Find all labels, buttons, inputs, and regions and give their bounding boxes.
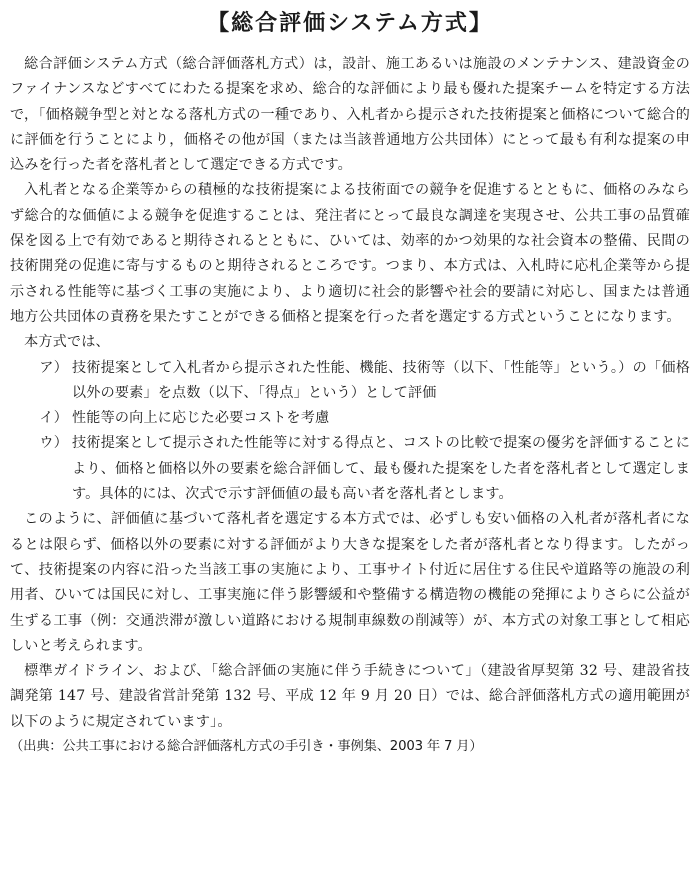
list-item-text: 技術提案として入札者から提示された性能、機能、技術等（以下、「性能等」という。）の「価格以外の要素」を点数（以下、「得点」という）として評価 xyxy=(72,359,690,401)
document-body xyxy=(10,52,690,759)
page-title: 【総合評価システム方式】 xyxy=(207,11,493,36)
list-item xyxy=(10,431,690,507)
method-list xyxy=(10,356,690,508)
list-marker: イ） xyxy=(39,410,68,427)
paragraph-purpose: 入札者となる企業等からの積極的な技術提案による技術面での競争を促進するとともに、価格のみならず総合的な価値による競争を促進することは、発注者にとって最良な調達を実現させ、公共工事の品質確保を図る上で有効であると期待されるとともに、ひいては、効率的かつ効果的な社会資本の整備、民間の技術開発の促進に寄与するものと期待されるところです。つまり、本方式は、入札時に応札企業等から提示される性能等に基づく工事の実施により、より適切に社会的影響や社会的要請に対応し、国または普通地方公共団体の責務を果たすことができる価格と提案を行った者を選定する方式ということになります。 xyxy=(10,182,690,325)
list-marker: ウ） xyxy=(39,435,68,452)
paragraph-method-intro: 本方式では、 xyxy=(24,334,110,351)
list-item-text: 性能等の向上に応じた必要コストを考慮 xyxy=(72,410,330,427)
list-item-text: 技術提案として提示された性能等に対する得点と、コストの比較で提案の優劣を評価することにより、価格と価格以外の要素を総合評価して、最も優れた提案をした者を落札者として選定します。具体的には、次式で示す評価値の最も高い者を落札者とします。 xyxy=(72,435,690,503)
paragraph-selection: このように、評価値に基づいて落札者を選定する本方式では、必ずしも安い価格の入札者が落札者になるとは限らず、価格以外の要素に対する評価がより大きな提案をした者が落札者となり得ます。したがって、技術提案の内容に沿った当該工事の実施により、工事サイト付近に居住する住民や道路等の施設の利用者、ひいては国民に対し、工事実施に伴う影響緩和や整備する構造物の機能の発揮によりさらに公益が生ずる工事（例：交通渋滞が激しい道路における規制車線数の削減等）が、本方式の対象工事として相応しいと考えられます。 xyxy=(10,511,690,654)
list-marker: ア） xyxy=(39,359,68,376)
list-item xyxy=(10,356,690,407)
source-citation: （出典：公共工事における総合評価落札方式の手引き・事例集、2003 年 7 月） xyxy=(10,739,483,755)
list-item xyxy=(10,406,690,431)
paragraph-definition: 総合評価システム方式（総合評価落札方式）は，設計、施工あるいは施設のメンテナンス、建設資金のファイナンスなどすべてにわたる提案を求め、総合的な評価により最も優れた提案チームを特定する方法で，「価格競争型と対となる落札方式の一種であり、入札者から提示された技術提案と価格について総合的に評価を行うことにより，価格その他が国（または当該普通地方公共団体）にとって最も有利な提案の申込みを行った者を落札者として選定できる方式です。 xyxy=(10,56,690,174)
paragraph-guideline: 標準ガイドライン、および、「総合評価の実施に伴う手続きについて」（建設省厚契第 32 号、建設省技調発第 147 号、建設省営計発第 132 号、平成 12 年 9 月 20 日）では、総合評価落札方式の適用範囲が以下のように規定されています」。 xyxy=(10,663,690,730)
